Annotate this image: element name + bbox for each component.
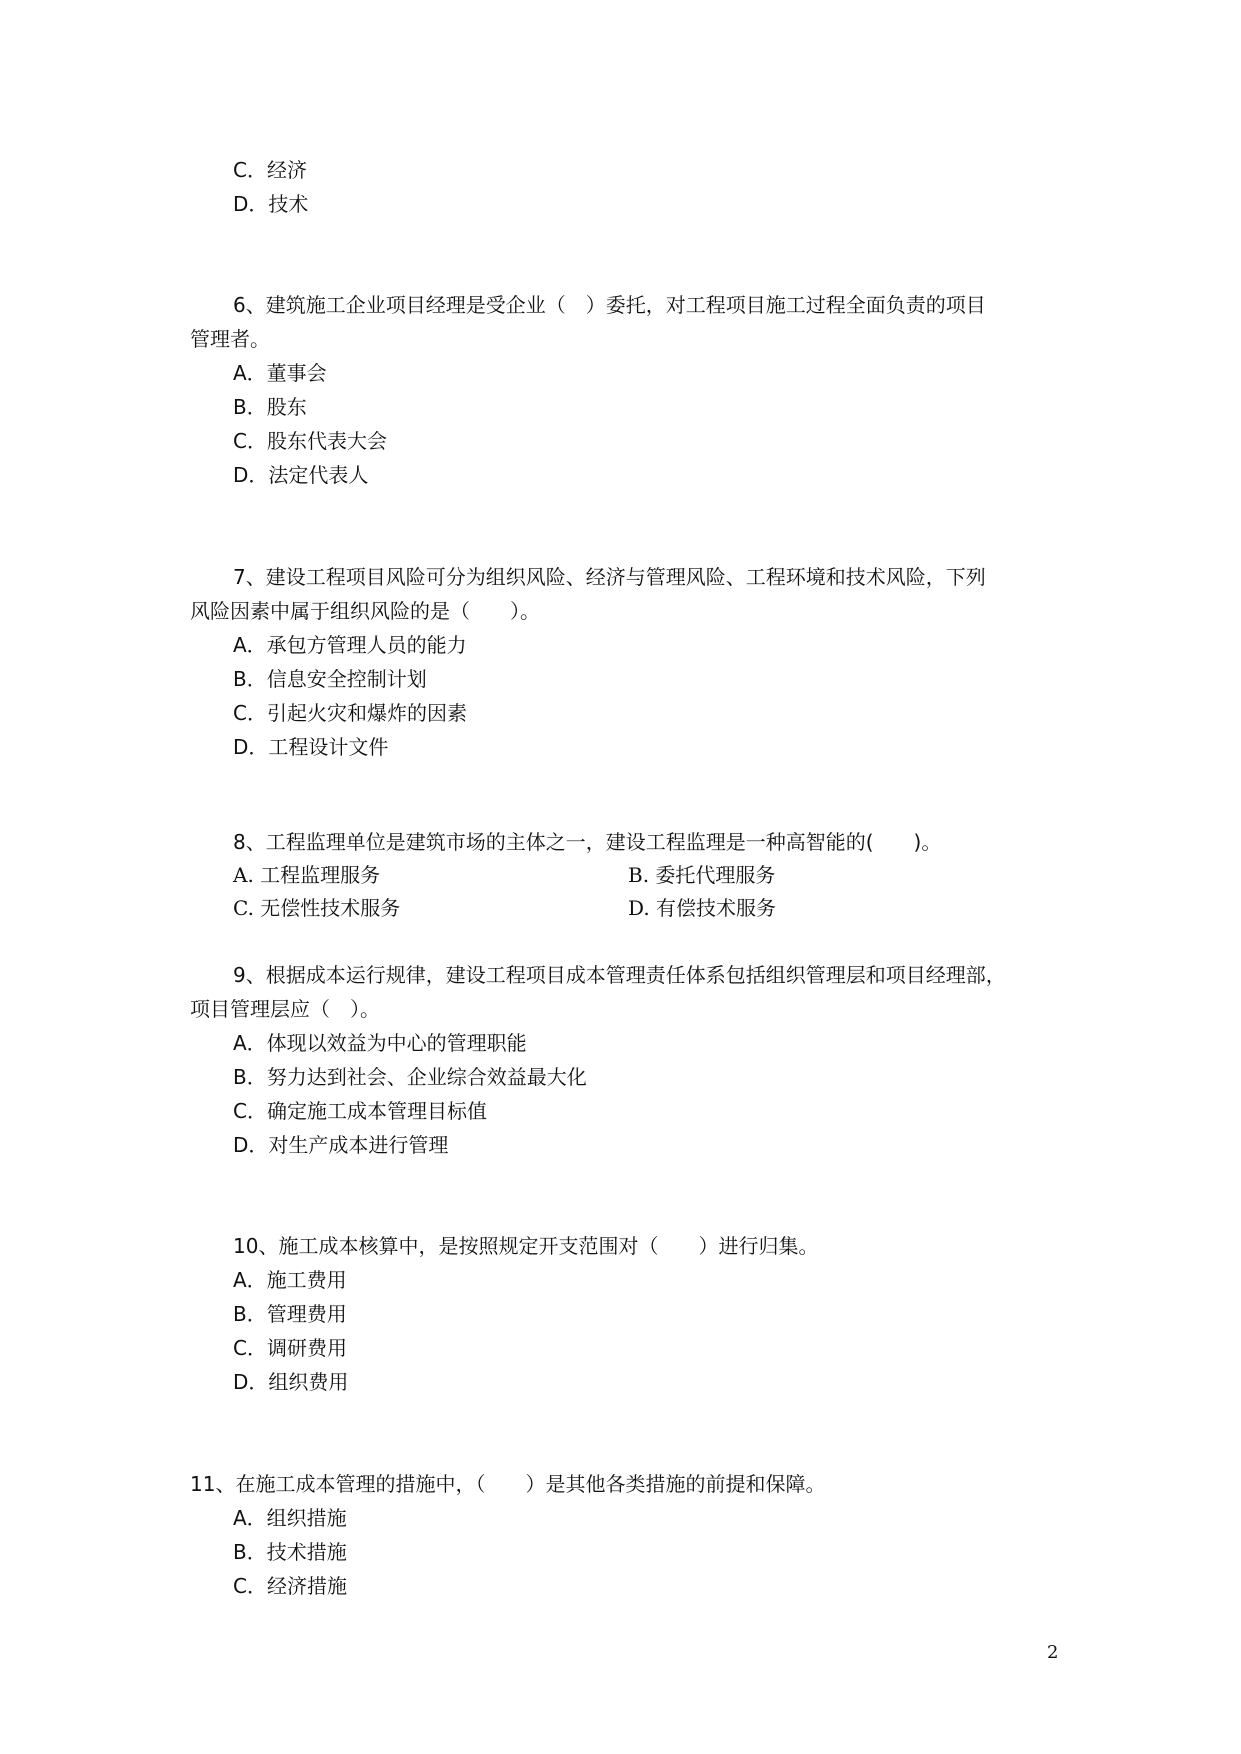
- q6-option-c: C．股东代表大会: [233, 429, 387, 453]
- q10-option-a: A．施工费用: [233, 1268, 347, 1292]
- q7-option-b: B．信息安全控制计划: [233, 667, 427, 691]
- q10-stem: 10、施工成本核算中，是按照规定开支范围对（ ）进行归集。: [233, 1234, 819, 1258]
- q5-option-c: C．经济: [233, 158, 307, 182]
- q7-option-d: D．工程设计文件: [233, 735, 389, 759]
- q8-option-d: D. 有偿技术服务: [628, 896, 777, 920]
- q7-option-c: C．引起火灾和爆炸的因素: [233, 701, 467, 725]
- q11-option-c: C．经济措施: [233, 1574, 347, 1598]
- q6-stem-line2: 管理者。: [190, 327, 270, 351]
- q6-option-a: A．董事会: [233, 361, 327, 385]
- q9-option-b: B．努力达到社会、企业综合效益最大化: [233, 1065, 587, 1089]
- q8-stem: 8、工程监理单位是建筑市场的主体之一，建设工程监理是一种高智能的( )。: [233, 830, 942, 854]
- q5-option-d: D．技术: [233, 192, 309, 216]
- q11-option-b: B．技术措施: [233, 1540, 347, 1564]
- q10-option-b: B．管理费用: [233, 1302, 347, 1326]
- q9-option-a: A．体现以效益为中心的管理职能: [233, 1031, 527, 1055]
- q8-option-b: B. 委托代理服务: [628, 863, 776, 887]
- q11-option-a: A．组织措施: [233, 1506, 347, 1530]
- q7-option-a: A．承包方管理人员的能力: [233, 633, 467, 657]
- q9-option-d: D．对生产成本进行管理: [233, 1133, 449, 1157]
- q8-option-c: C. 无偿性技术服务: [233, 896, 401, 920]
- q10-option-d: D．组织费用: [233, 1370, 349, 1394]
- q9-option-c: C．确定施工成本管理目标值: [233, 1099, 487, 1123]
- q9-stem-line1: 9、根据成本运行规律，建设工程项目成本管理责任体系包括组织管理层和项目经理部，: [233, 963, 1006, 987]
- q6-option-d: D．法定代表人: [233, 463, 369, 487]
- q6-option-b: B．股东: [233, 395, 307, 419]
- q6-stem-line1: 6、建筑施工企业项目经理是受企业（ ）委托，对工程项目施工过程全面负责的项目: [233, 293, 986, 317]
- page-number: 2: [1047, 1642, 1059, 1663]
- q10-option-c: C．调研费用: [233, 1336, 347, 1360]
- q7-stem-line2: 风险因素中属于组织风险的是（ ）。: [190, 599, 540, 623]
- q11-stem: 11、在施工成本管理的措施中，（ ）是其他各类措施的前提和保障。: [190, 1472, 826, 1496]
- q8-option-a: A. 工程监理服务: [233, 863, 381, 887]
- q9-stem-line2: 项目管理层应（ ）。: [190, 997, 380, 1021]
- q7-stem-line1: 7、建设工程项目风险可分为组织风险、经济与管理风险、工程环境和技术风险，下列: [233, 565, 986, 589]
